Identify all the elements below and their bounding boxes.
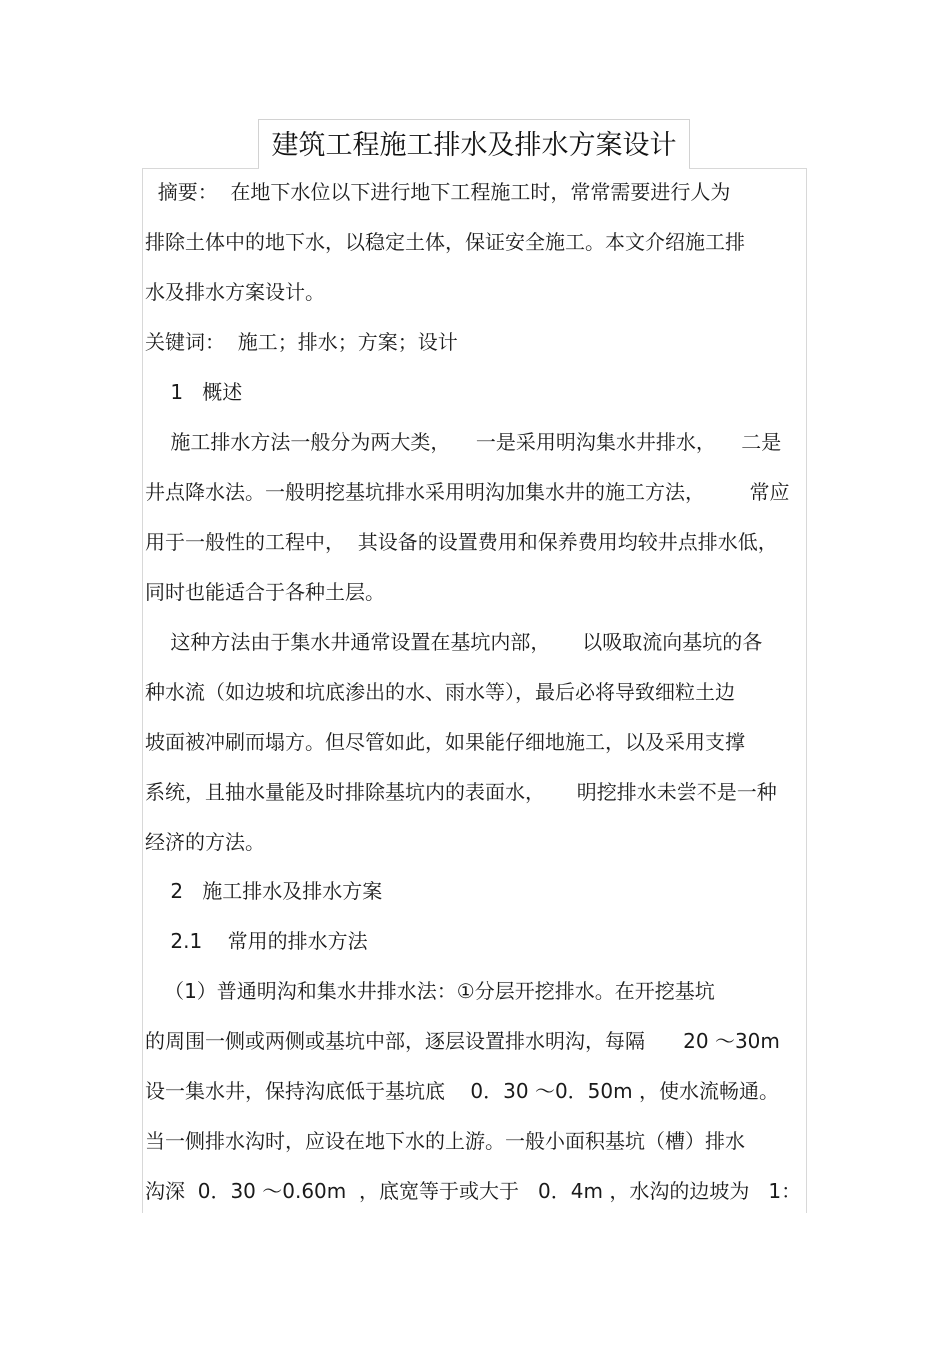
paragraph-line: 系统，且抽水量能及时排除基坑内的表面水， 明挖排水未尝不是一种 (145, 780, 777, 804)
paragraph-line: 井点降水法。一般明挖基坑排水采用明沟加集水井的施工方法， 常应 (145, 480, 790, 504)
page-frame-left (142, 168, 143, 1213)
subsection-heading-2-1: 2.1 常用的排水方法 (145, 929, 368, 953)
paragraph-line: 同时也能适合于各种土层。 (145, 580, 385, 604)
paragraph-line: 经济的方法。 (145, 830, 265, 854)
paragraph-line: 坡面被冲刷而塌方。但尽管如此，如果能仔细地施工，以及采用支撑 (145, 730, 745, 754)
paragraph-line: 这种方法由于集水井通常设置在基坑内部， 以吸取流向基坑的各 (145, 630, 763, 654)
page-frame-top-right (689, 168, 807, 169)
document-title: 建筑工程施工排水及排水方案设计 (271, 130, 677, 161)
keywords-line: 关键词： 施工；排水；方案；设计 (145, 330, 458, 354)
abstract-line-3: 水及排水方案设计。 (145, 280, 325, 304)
paragraph-line: 沟深 0．30 ～0.60m ，底宽等于或大于 0．4m ，水沟的边坡为 1： (145, 1179, 802, 1203)
section-heading-2: 2 施工排水及排水方案 (145, 879, 383, 903)
paragraph-line: 种水流（如边坡和坑底渗出的水、雨水等），最后必将导致细粒土边 (145, 680, 735, 704)
section-heading-1: 1 概述 (145, 380, 243, 404)
abstract-line-2: 排除土体中的地下水，以稳定土体，保证安全施工。本文介绍施工排 (145, 230, 745, 254)
paragraph-line: 当一侧排水沟时，应设在地下水的上游。一般小面积基坑（槽）排水 (145, 1129, 745, 1153)
paragraph-line: 用于一般性的工程中， 其设备的设置费用和保养费用均较井点排水低， (145, 530, 778, 554)
abstract-line-1: 摘要： 在地下水位以下进行地下工程施工时，常常需要进行人为 (145, 180, 731, 204)
page-frame-top-left (142, 168, 259, 169)
paragraph-line: 施工排水方法一般分为两大类， 一是采用明沟集水井排水， 二是 (145, 430, 782, 454)
page-frame-right (806, 168, 807, 1213)
paragraph-line: 的周围一侧或两侧或基坑中部，逐层设置排水明沟，每隔 20 ～30m (145, 1029, 780, 1053)
paragraph-line: （1）普通明沟和集水井排水法：①分层开挖排水。在开挖基坑 (145, 979, 715, 1003)
paragraph-line: 设一集水井，保持沟底低于基坑底 0．30 ～0．50m ，使水流畅通。 (145, 1079, 779, 1103)
